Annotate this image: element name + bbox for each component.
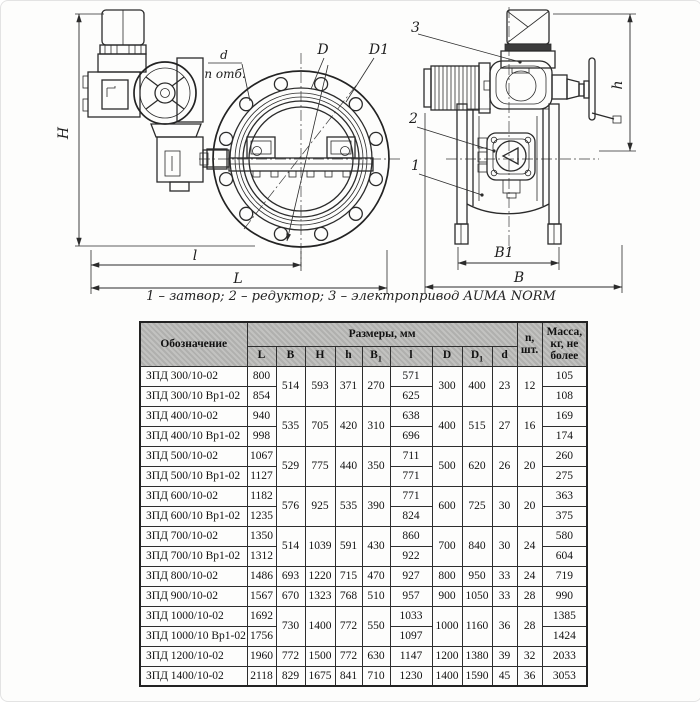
holes-count-label: n отб. <box>204 67 246 81</box>
dim-B1-label: B1 <box>494 245 514 261</box>
col-D: D <box>432 346 462 366</box>
header-dimensions: Размеры, мм <box>247 322 517 346</box>
dimensions-table <box>139 321 588 687</box>
table-row: ЗПД 600/10-02 1182 576 925 535 390 771 600 725 30 20 363 <box>140 486 587 506</box>
part-3-label: 3 <box>411 20 420 36</box>
figure-caption: 1 – затвор; 2 – редуктор; 3 – электропривод AUMA NORM <box>146 289 556 304</box>
dim-l-label: l <box>192 248 198 264</box>
table-row: ЗПД 1000/10 Вр1-02 1756 1097 1424 <box>140 626 587 646</box>
dim-D-label: D <box>317 42 329 58</box>
dim-L-label: L <box>233 271 243 287</box>
table-row: ЗПД 700/10-02 1350 514 1039 591 430 860 700 840 30 24 580 <box>140 526 587 546</box>
table-row: ЗПД 400/10 Вр1-02 998 696 174 <box>140 426 587 446</box>
part-2-label: 2 <box>409 111 418 127</box>
table-row: ЗПД 1200/10-02 1960 772 1500 772 630 1147 1200 1380 39 32 2033 <box>140 646 587 666</box>
table-row: ЗПД 500/10 Вр1-02 1127 771 275 <box>140 466 587 486</box>
header-mass: Масса, кг, не более <box>542 322 587 366</box>
table-row: ЗПД 500/10-02 1067 529 775 440 350 711 500 620 26 20 260 <box>140 446 587 466</box>
dim-H-label: H <box>56 126 72 140</box>
side-view <box>408 7 636 293</box>
valve-technical-drawing <box>1 1 700 313</box>
col-l: l <box>390 346 432 366</box>
disc-shaft <box>200 137 373 177</box>
col-H: H <box>305 346 335 366</box>
col-h: h <box>335 346 362 366</box>
table-row: ЗПД 300/10 Вр1-02 854 625 108 <box>140 386 587 406</box>
front-view <box>56 10 403 294</box>
table-row: ЗПД 1000/10-02 1692 730 1400 772 550 1033 1000 1160 36 28 1385 <box>140 606 587 626</box>
col-B: B <box>276 346 305 366</box>
col-D1: $D_1$ <box>462 346 492 366</box>
header-qty: n, шт. <box>517 322 542 366</box>
col-L: L <box>247 346 276 366</box>
col-d: d <box>492 346 517 366</box>
side-gearbox <box>478 133 535 198</box>
dim-B-label: B <box>513 270 525 286</box>
table-row: ЗПД 700/10 Вр1-02 1312 922 604 <box>140 546 587 566</box>
table-row: ЗПД 300/10-02 800 514 593 371 270 571 300 400 23 12 105 <box>140 366 587 386</box>
table-row: ЗПД 600/10 Вр1-02 1235 824 375 <box>140 506 587 526</box>
table-row: ЗПД 900/10-02 1567 670 1323 768 510 957 900 1050 33 28 990 <box>140 586 587 606</box>
side-actuator <box>424 10 621 123</box>
table-row: ЗПД 800/10-02 1486 693 1220 715 470 927 800 950 33 24 719 <box>140 566 587 586</box>
dim-D1-label: D1 <box>368 42 390 58</box>
col-B1: $B_1$ <box>362 346 390 366</box>
table-row: ЗПД 400/10-02 940 535 705 420 310 638 400 515 27 16 169 <box>140 406 587 426</box>
part-1-label: 1 <box>411 158 420 174</box>
holes-d-label: d <box>220 48 228 62</box>
table-row: ЗПД 1400/10-02 2118 829 1675 841 710 1230 1400 1590 45 36 3053 <box>140 666 587 686</box>
header-designation: Обозначение <box>140 322 247 366</box>
dim-h-label: h <box>610 80 626 90</box>
